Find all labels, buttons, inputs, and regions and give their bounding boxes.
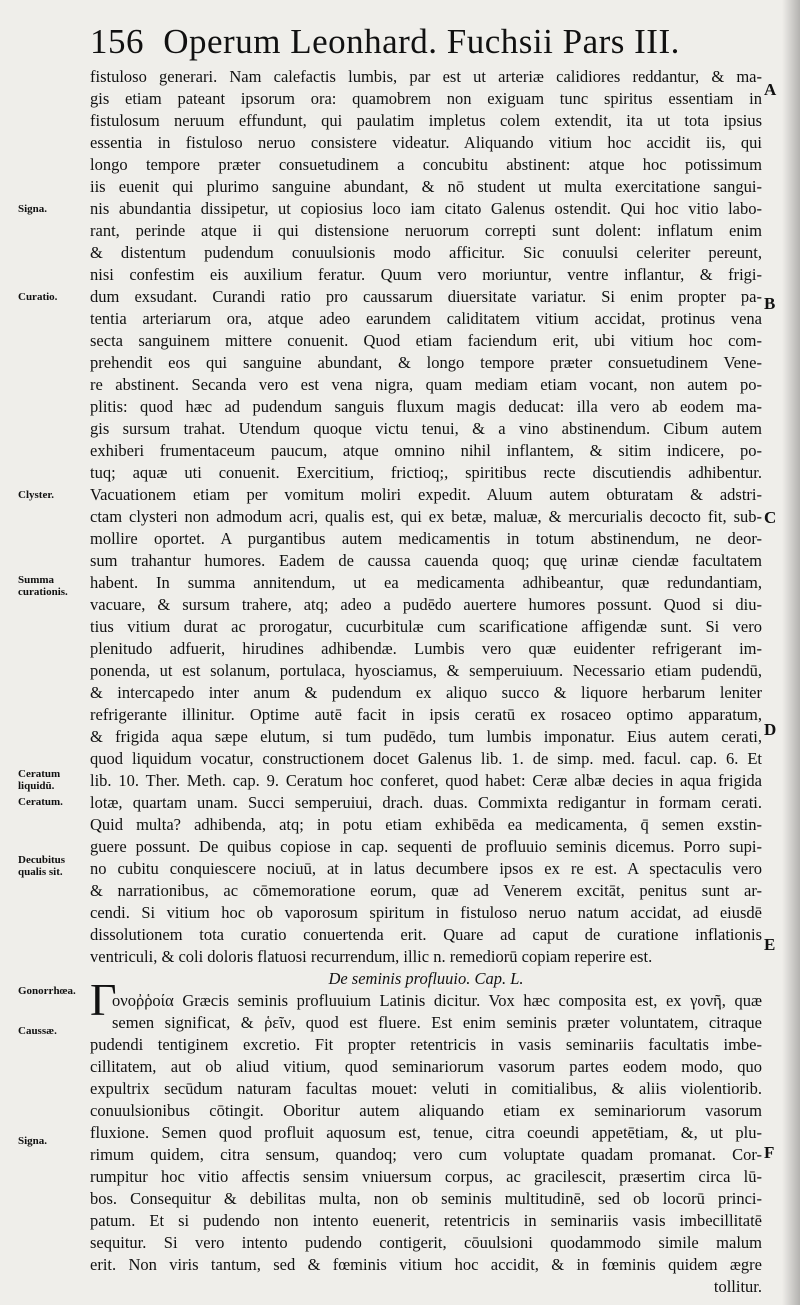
text-line: rumpitur hoc vitio affectis sensim vniuersum corpus, ac gracilescit, præsertim circa lū- [90,1167,762,1186]
text-line: Vacuationem etiam per vomitum moliri expedit. Aluum autem obturatam & adstri- [90,485,762,504]
text-line: refrigerante illinitur. Optime autē facit in ipsis ceratū ex rosaceo optimo apparatum, [90,705,762,724]
text-line: ventriculi, & coli doloris flatuosi recurrendum, illic n. remediorū copiam reperire est. [90,947,653,966]
text-line: rimum quidem, citra sensum, quandoq; vero cum voluptate quadam promanat. Cor- [90,1145,762,1164]
side-note: Ceratum. [18,796,63,808]
text-line: bos. Consequitur & debilitas multa, non ob seminis multitudinē, sed ob locorū princi- [90,1189,762,1208]
margin-letter: F [764,1143,775,1162]
chapter-initial: Γ [90,974,117,1025]
text-line: semen significat, & ῥεῖν, quod est fluere. Est enim seminis præter voluntatem, citraque [112,1013,762,1032]
text-line: & narrationibus, ac cōmemoratione eorum, quæ ad Venerem excitāt, penitus sunt ar- [90,881,762,900]
margin-letter: C [764,508,777,527]
text-line: no cubitu conquiescere nociuū, at in latus decumbere ipsos ex re est. A spectaculis vero [90,859,762,878]
text-line-final: tollitur. [713,1277,762,1296]
text-line: sum trahantur humores. Eadem de caussa cauenda quoq; quę urinæ ciendæ facultatem [90,551,762,570]
text-line: & distentum pudendum conuulsionis modo afficitur. Sic conuulsi celeriter pereunt, [90,243,762,262]
text-line: plitis: quod hæc ad pudendum sanguis fluxum magis deducat: illa vero ab eodem ma- [90,397,762,416]
text-line: patum. Et si pudendo non intento euenerit, retentricis in seminariis vasis imbecillitatē [90,1211,762,1230]
text-line: longo tempore præter consuetudinem a concubitu abstinent: atque hoc potissimum [90,155,762,174]
text-line: ονοῤῥοία Græcis seminis profluuium Latinis dicitur. Vox hæc composita est, ex γονῆ, quæ [112,991,762,1010]
side-note: Decubitus qualis sit. [18,854,66,878]
running-title: Operum Leonhard. Fuchsii Pars III. [163,22,680,61]
text-line: fistulosum neruum effundunt, qui paulatim impletus colem extendit, ita ut tota ipsius [90,111,762,130]
text-line: iis euenit qui plurimo sanguine abundant, & nō student ut multa exercitatione sangui- [90,177,762,196]
text-line: tius vitium durat ac prorogatur, cucurbitulæ cum scarificatione affigendæ sunt. Si vero [90,617,762,636]
text-line: sequitur. Si vero intento pudendo contigerit, cōuulsioni quodammodo simile malum [90,1233,762,1252]
text-line: lib. 10. Ther. Meth. cap. 9. Ceratum hoc conferet, quod habet: Ceræ albæ decies in aqua frigida [90,771,762,790]
page-number: 156 [90,22,144,61]
side-note: Signa. [18,203,48,215]
text-line: pudendi tentiginem excretio. Fit propter retentricis in vasis seminariis facultatis imbe- [90,1035,762,1054]
text-line: tuq; aquæ uti conuenit. Exercitium, frictioq;, spiritibus recte discutiendis adhibentur. [90,463,762,482]
margin-letter: E [764,935,776,954]
text-line: cendi. Si vitium hoc ob vaporosum spiritum in fistuloso neruo natum accidat, ad eiusdē [90,903,762,922]
side-note: Gonorrhœa. [18,985,76,997]
text-line: habent. In summa annitendum, ut ea medicamenta adhibeantur, quæ redundantiam, [90,573,762,592]
side-note: Curatio. [18,291,58,303]
side-note: Signa. [18,1135,48,1147]
text-line: fistuloso generari. Nam calefactis lumbis, par est ut arteriæ calidiores reddantur, & ma- [90,67,762,86]
text-line: lotæ, quartam unam. Succi semperuiui, drach. duas. Commixta redigantur in formam cerati. [90,793,762,812]
text-line: secta sanguinem mittere conuenit. Quod etiam faciendum erit, ubi vitium hoc com- [90,331,762,350]
text-line: fluxione. Semen quod profluit aquosum est, tenue, citra coeundi appetētiam, &, ut plu- [90,1123,762,1142]
text-line: essentia in fistuloso neruo consistere videatur. Aliquando vitium hoc accidit iis, qui [90,133,762,152]
chapter-heading: De seminis profluuio. Cap. L. [328,969,524,988]
main-text-block [90,66,762,1298]
text-line: erit. Non viris tantum, sed & fœminis vitium hoc accidit, & in fœminis quidem ægre [90,1255,762,1274]
margin-letter: D [764,720,777,739]
text-line: tentia arteriarum ora, atque adeo earundem caliditatem vitium accidat, protinus vena [90,309,762,328]
margin-letter: B [764,294,776,313]
page-edge-shadow [782,0,800,1305]
text-line: quod liquidum vocatur, constructionem docet Galenus lib. 1. de simp. med. facul. cap. 6. Et [90,749,762,768]
text-line: nisi confestim eis auxilium feratur. Quum vero moriuntur, ventre inflantur, & frigi- [90,265,762,284]
text-line: plenitudo adfuerit, hirudines adhibendæ. Lumbis vero quæ euidenter refrigerant im- [90,639,762,658]
text-line: vacuare, & sursum trahere, atq; adeo a pudēdo auertere humores possunt. Quod si diu- [90,595,762,614]
margin-letter: A [764,80,777,99]
running-header [90,18,730,66]
side-note: Ceratum liquidū. [18,768,61,792]
text-line: dum exsudant. Curandi ratio pro caussarum diuersitate variatur. Si enim propter pa- [90,287,762,306]
text-line: exhiberi frumentaceum paucum, atque omnino nihil inflantem, & sitim indicere, po- [90,441,762,460]
side-note: Summa curationis. [18,574,68,598]
side-note: Caussæ. [18,1025,57,1037]
text-line: dissolutionem tota curatio conuertenda erit. Quare ad caput de curatione inflationis [90,925,762,944]
text-line: Quid multa? adhibenda, atq; in potu etiam exhibēda ea medicamenta, q̄ semen exstin- [90,815,762,834]
text-line: guere possunt. De quibus copiose in cap. sequenti de profluuio seminis dicemus. Porro supi- [90,837,762,856]
text-line: re abstinent. Secanda vero est vena nigra, quam mediam etiam vocant, non autem po- [90,375,762,394]
text-line: & frigida aqua sæpe elutum, si tum pudēdo, tum lumbis imponatur. Eius autem cerati, [90,727,762,746]
text-line: mollire oportet. A purgantibus autem medicamentis in totum abstinendum, ne deor- [90,529,762,548]
text-line: prehendit eos qui sanguine abundant, & longo tempore præter consuetudinem Vene- [90,353,762,372]
text-line: & intercapedo inter anum & pudendum ex aliquo succo & liquore herbarum leniter [90,683,762,702]
text-line: expultrix secūdum naturam facultas mouet: veluti in comitialibus, & aliis violentiorib. [90,1079,762,1098]
text-line: cillitatem, aut ob aliud vitium, quod seminariorum vasorum partes eodem modo, quo [90,1057,762,1076]
text-line: gis etiam pateant ipsorum ora: quamobrem non exiguam tunc spiritus essentiam in [90,89,762,108]
text-line: gis sursum trahat. Utendum quoque victu tenui, & a vino abstinendum. Cibum autem [90,419,762,438]
text-line: rant, perinde atque ii qui distensione neruorum correpti sunt dolent: inflatum enim [90,221,762,240]
text-line: conuulsionibus cōtingit. Oboritur autem aliquando etiam ex seminariorum vasorum [90,1101,762,1120]
side-note: Clyster. [18,489,54,501]
text-line: ctam clysteri non admodum acri, qualis est, qui ex betæ, maluæ, & mercurialis decocto fit, sub- [90,507,762,526]
text-line: nis abundantia dissipetur, ut copiosius loco iam citato Galenus ostendit. Qui hoc vitio labo- [90,199,762,218]
text-line: ponenda, ut est solanum, portulaca, hyosciamus, & semperuiuum. Necessario etiam pudendū, [90,661,762,680]
